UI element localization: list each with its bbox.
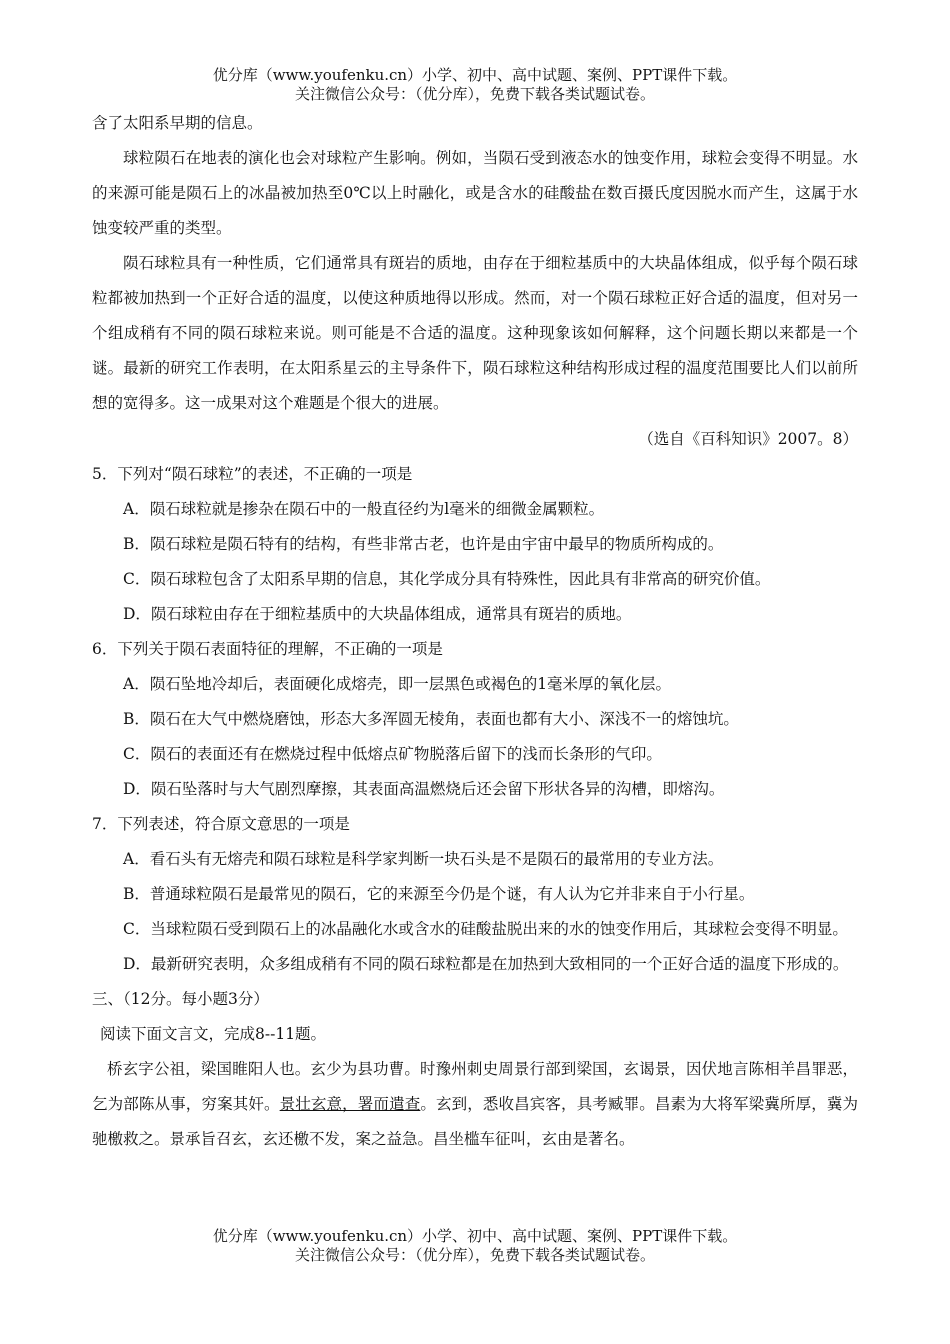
passage-paragraph: 陨石球粒具有一种性质，它们通常具有斑岩的质地，由存在于细粒基质中的大块晶体组成，似乎每个陨石球粒都被加热到一个正好合适的温度，以使这种质地得以形成。然而，对一个陨石球粒正好合适的温度，但对另一个组成稍有不同的陨石球粒来说。则可能是不合适的温度。这种现象该如何解释，这个问题长期以来都是一个谜。最新的研究工作表明，在太阳系星云的主导条件下，陨石球粒这种结构形成过程的温度范围要比人们以前所想的宽得多。这一成果对这个难题是个很大的进展。 <box>92 254 858 412</box>
passage-source: （选自《百科知识》2007。8） <box>638 430 858 448</box>
question-option: D．最新研究表明，众多组成稍有不同的陨石球粒都是在加热到大致相同的一个正好合适的温度下形成的。 <box>123 955 849 973</box>
page-footer <box>0 1227 950 1265</box>
header-line-1: 优分库（www.youfenku.cn）小学、初中、高中试题、案例、PPT课件下载。 <box>212 66 738 84</box>
question-option: C．陨石球粒包含了太阳系早期的信息，其化学成分具有特殊性，因此具有非常高的研究价值。 <box>123 570 771 588</box>
classical-text-part-a: 桥玄字公祖，梁国睢阳人也。玄少为县功曹。时豫州刺史周景行部到梁国，玄谒景，因伏地言陈相羊昌罪恶，乞为部陈从事，穷案其奸。 <box>92 1060 858 1113</box>
question-option: A．看石头有无熔壳和陨石球粒是科学家判断一块石头是不是陨石的最常用的专业方法。 <box>123 850 724 868</box>
question-option: C．陨石的表面还有在燃烧过程中低熔点矿物脱落后留下的浅而长条形的气印。 <box>123 745 662 763</box>
question-option: A．陨石坠地冷却后，表面硬化成熔壳，即一层黑色或褐色的1毫米厚的氧化层。 <box>123 675 672 693</box>
passage-paragraph: 球粒陨石在地表的演化也会对球粒产生影响。例如，当陨石受到液态水的蚀变作用，球粒会变得不明显。水的来源可能是陨石上的冰晶被加热至0℃以上时融化，或是含水的硅酸盐在数百摄氏度因脱水而产生，这属于水蚀变较严重的类型。 <box>92 149 858 237</box>
question-option: A．陨石球粒就是掺杂在陨石中的一般直径约为l毫米的细微金属颗粒。 <box>123 500 605 518</box>
question-option: B．普通球粒陨石是最常见的陨石，它的来源至今仍是个谜，有人认为它并非来自于小行星。 <box>123 885 755 903</box>
classical-text <box>92 1052 858 1157</box>
underlined-sentence: 景壮玄意，署而遣查 <box>279 1095 421 1113</box>
question-stem: 7．下列表述，符合原文意思的一项是 <box>92 815 350 833</box>
footer-line-2: 关注微信公众号：（优分库），免费下载各类试题试卷。 <box>294 1246 655 1264</box>
question-option: D．陨石坠落时与大气剧烈摩擦，其表面高温燃烧后还会留下形状各异的沟槽，即熔沟。 <box>123 780 725 798</box>
question-option: B．陨石球粒是陨石特有的结构，有些非常古老，也许是由宇宙中最早的物质所构成的。 <box>123 535 724 553</box>
question-stem: 6．下列关于陨石表面特征的理解，不正确的一项是 <box>92 640 443 658</box>
page-header <box>0 66 950 104</box>
question-option: B．陨石在大气中燃烧磨蚀，形态大多浑圆无棱角，表面也都有大小、深浅不一的熔蚀坑。 <box>123 710 739 728</box>
page-content <box>92 106 858 1157</box>
question-stem: 5．下列对“陨石球粒”的表述，不正确的一项是 <box>92 465 413 483</box>
footer-line-1: 优分库（www.youfenku.cn）小学、初中、高中试题、案例、PPT课件下载。 <box>212 1227 738 1245</box>
passage-paragraph: 含了太阳系早期的信息。 <box>92 114 263 132</box>
question-option: C．当球粒陨石受到陨石上的冰晶融化水或含水的硅酸盐脱出来的水的蚀变作用后，其球粒会变得不明显。 <box>123 920 848 938</box>
classical-text-part-b: 。玄到，悉收昌宾客，具考臧罪。昌素为大将军梁冀所厚，冀为驰檄救之。景承旨召玄，玄还檄不发，案之益急。昌坐槛车征叫，玄由是著名。 <box>92 1095 858 1148</box>
section-heading: 三、（12分。每小题3分） <box>92 990 269 1008</box>
question-option: D．陨石球粒由存在于细粒基质中的大块晶体组成，通常具有斑岩的质地。 <box>123 605 632 623</box>
header-line-2: 关注微信公众号：（优分库），免费下载各类试题试卷。 <box>294 85 655 103</box>
section-instruction: 阅读下面文言文，完成8--11题。 <box>100 1025 327 1043</box>
